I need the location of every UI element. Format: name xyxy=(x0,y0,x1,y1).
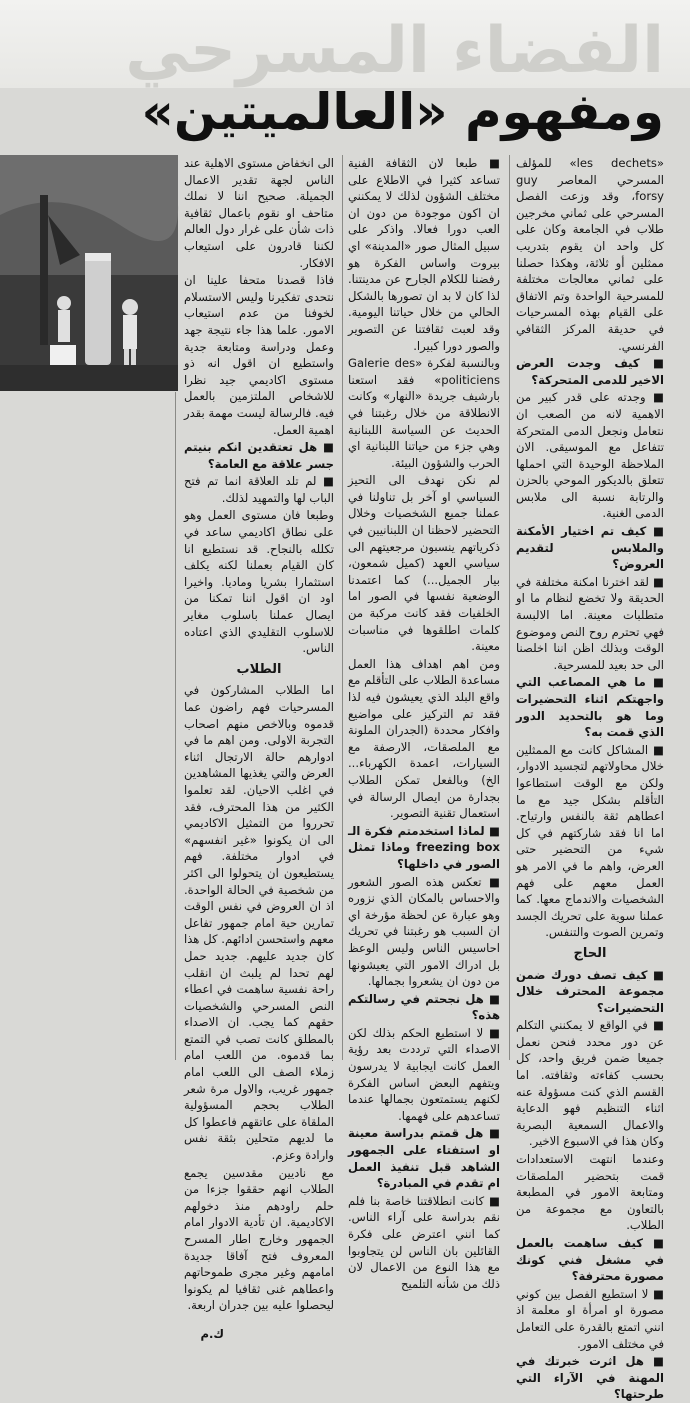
paragraph: ■ وجدته على قدر كبير من الاهمية لانه من الصعب ان نتعامل ونجعل الدمى المتحركة تتفاعل مع الموسيقى. الان الملاحظة الوحيدة التي احملها تتعلق بالديكور الموحي بالحزن والرتابة نسبة الى ملابس الدمى الغنية. xyxy=(516,390,664,521)
interview-question: ■ هل نجحتم في رسالتكم هذه؟ xyxy=(348,991,500,1023)
paragraph: ■ لا استطيع الحكم بذلك لكن الاصداء التي ترددت بعد رؤية العمل كانت ايجابية لا يدرسون ويتفهم البعض اساس الفكرة لكنهم يستمتعون بجمالها عندما تساعدهم على فهمها. xyxy=(348,1025,500,1123)
interview-question: ■ كيف تصف دورك ضمن مجموعة المحترف خلال التحضيرات؟ xyxy=(516,967,664,1015)
paragraph: مع ناديين مقدسين يجمع الطلاب انهم حققوا جزءا من حلم راودهم منذ دخولهم الاكاديمية. ان تأدية الادوار امام الجمهور وخارج اطار المسرح المعروف فتح آفاقا جديدة امامهم وغير مجرى طموحاتهم واعطاهم غنى ثقافيا لم يكونوا ليحصلوا عليه بين جدران اربعة. xyxy=(184,1165,334,1313)
article-column-4 xyxy=(0,392,172,1058)
article-headline: ومفهوم «العالميتين» xyxy=(141,83,664,141)
paragraph: فاذا قصدنا متحفا علينا ان نتحدى تفكيرنا وليس الاستسلام لخوفنا من عدم استيعاب الامور. علما هذا جاء نتيجة جهد وعمل ودراسة ومتابعة جدية واستطيع ان اقول انه ذو مستوى اكاديمي جيد نظرا للاشخاص الملتزمين بالعمل فيه. فالرسالة ليست مهمة بقدر اهمية العمل. xyxy=(184,273,334,437)
section-heading: الحاج xyxy=(573,945,607,961)
author-signature: ك.م xyxy=(200,1326,224,1341)
paragraph: ■ لم تلد العلاقة انما تم فتح الباب لها والتمهيد لذلك. xyxy=(184,474,334,505)
paragraph: وعندما انتهت الاستعدادات قمت بتحضير الملصقات ومتابعة الامور في المطبعة بالتعاون مع مجموعة من الطلاب. xyxy=(516,1152,664,1233)
paragraph: اما الطلاب المشاركون في المسرحيات فهم راضون عما قدموه وبالاخص منهم اصحاب التجربة الاولى. ومن اهم ما في ادوارهم حالة الارتجال اثناء العرض والتي يغذيها المشاهدين في اغلب الاحيان. لقد تعلموا الكثير من هذا المحترف، فقد تحرروا من التمثيل الاكاديمي الى ان يكونوا «غير انفسهم» في ادوار مختلفة. فهم يستطيعون ان يتحولوا الى اكثر من شخصية في الحالة الواحدة. اذ ان العروض في نفس الوقت تمارين حية امام جمهور تفاعل معهم واستحسن ادائهم. كل هذا كان جديد عليهم. جديد حمل لهم تحدا لم يلبث ان انقلب راحة نفسية ساهمت في اعطاء النص المسرحي والشخصيات حقهم كما يجب. ان الاصداء بالمطلق كانت تصب في التمتع بما قدموه. من اللعب امام زملاء الصف الى اللعب امام جمهور غريب، والاول مرة شعر الطلاب بحجم المسؤولية الملقاة على عاتقهم فاعطوا كل ما لديهم متحلين بثقة نفس وارادة وعزم. xyxy=(184,683,334,1163)
article-column-1 xyxy=(516,155,665,1402)
paragraph: ■ المشاكل كانت مع الممثلين خلال محاولاتهم لتجسيد الادوار، ولكن مع الوقت استطاعوا التأقلم بشكل جيد مع ما اعطاهم ثقة بالنفس وارتياح. اما انا فقد شاركتهم في كل شيء من التحضير حتى العرض، واهم ما في الامر هو العمل معهم على فهم الشخصيات والاندماج معها. كما عملنا سوية على تحريك الجسد وتمرين الصوت والتنفس. xyxy=(516,742,664,940)
paragraph: وبالنسبة لفكرة «Galerie des politiciens» فقد استعنا بارشيف جريدة «النهار» وكانت الانطلاقة من خلال رغبتنا في الحديث عن السياسة اللبنانية وهي جزء من حياتنا اللبنانية اي الحرب والشؤون البيئة. xyxy=(348,356,500,470)
interview-question: ■ ما هي المصاعب التي واجهتكم اثناء التحضيرات وما هو بالتحديد الدور الذي قمت به؟ xyxy=(516,675,664,740)
paragraph: ■ في الواقع لا يمكنني التكلم عن دور محدد فنحن نعمل جميعا ضمن فريق واحد، كل بحسب كفاءته وثقافته. اما القسم الذي كنت مسؤولة عنه اثناء التنظيم فهو الدعاية والاعمال السمعية البصرية وكان هذا في الاسبوع الاخير. xyxy=(516,1018,664,1149)
interview-question: ■ هل تعتقدين انكم بنيتم جسر علاقة مع العامة؟ xyxy=(184,440,334,471)
article-column-3 xyxy=(184,155,334,1341)
interview-question: ■ لماذا استخدمتم فكرة الـ freezing box وماذا تمثل الصور في داخلها؟ xyxy=(348,823,500,871)
section-heading: الطلاب xyxy=(236,661,282,677)
article-column-2 xyxy=(348,155,500,1291)
interview-question: ■ كيف ساهمت بالعمل في مشغل فني كونك مصورة محترفة؟ xyxy=(516,1236,664,1284)
page-header-band xyxy=(0,0,690,88)
paragraph: ■ كانت انطلاقتنا خاصة بنا فلم نقم بدراسة على آراء الناس. كما انني اعترض على فكرة القائلين بان الناس لن يتجاوبوا مع هذا النوع من الاعمال لان ذلك من شأنه التلميح xyxy=(348,1193,500,1291)
paragraph: «les dechets» للمؤلف المسرحي المعاصر guy forsy، وقد وزعت الفصل المسرحي على ثماني مخرجين طلاب في الجامعة وكان على كل واحد ان يقوم بتدريب ممثلين أو ثلاثة، وهكذا حصلنا على ثماني معالجات مختلفة للمسرحية الواحدة وتم الاتفاق على القيام بهذه المسرحيات في حديقة المركز الثقافي الفرنسي. xyxy=(516,156,665,353)
stage-performers-photo xyxy=(0,155,178,391)
paragraph: ■ طبعا لان الثقافة الفنية تساعد كثيرا في الاطلاع على مختلف الشؤون لذلك لا يمكنني ان اكون موجودة من دون ان العب دورا فعالا. واذكر على سبيل المثال صور «المدينة» اي بيروت واساس الفكرة هو رفضنا للكلام الجارح عن مدينتنا. لذا كان لا بد ان تصورها بالشكل الحالي من خلال حياتنا اليومية. وقد لعبت ثقافتنا عن التصوير والصور دورا كبيرا. xyxy=(348,156,500,353)
interview-question: ■ هل قمتم بدراسة معينة او استفتاء على الجمهور الشاهد قبل تنفيذ العمل ام تقدم في المبادرة؟ xyxy=(348,1126,500,1191)
interview-question: ■ كيف تم اختيار الأمكنة والملابس لتقديم العروض؟ xyxy=(516,524,664,572)
background-heading: الفضاء المسرحي xyxy=(125,14,664,88)
interview-question: ■ كيف وجدت العرض الاخير للدمى المتحركة؟ xyxy=(516,356,664,387)
paragraph: ■ لقد اخترنا امكنة مختلفة في الحديقة ولا تخضع لنظام ما او متطلبات معينة. اما الالبسة فهي تحترم روح النص وموضوع الوقت وبذلك اظن اننا اخلصنا الى حد بعيد للمسرحية. xyxy=(516,574,664,672)
paragraph: ومن اهم اهداف هذا العمل مساعدة الطلاب على التأقلم مع واقع البلد الذي يعيشون فيه لذا فقد تم التركيز على مواضيع وافكار محددة (الجدران الملونة مع الملصقات، الارصفة مع السيارات، اعمدة الكهرباء... الخ) وبالفعل تمكن الطلاب بجدارة من ايصال الرسالة في استعمال تقنية التصوير. xyxy=(348,656,500,821)
paragraph: الى انخفاض مستوى الاهلية عند الناس لجهة تقدير الاعمال الجميلة. صحيح اننا لا نملك متاحف او نقوم باعمال ثقافية ذات شأن على غرار دول العالم لكننا قادرون على استيعاب الافكار. xyxy=(184,156,334,270)
paragraph: لم نكن نهدف الى التحيز السياسي او آخر بل تناولنا في عملنا جميع الشخصيات وخلال التحضير لاحظنا ان اللبنانيين في ذكرياتهم ينسبون مرجعيتهم الى سياسي العهد (كميل شمعون، بيار الجميل...) كما اعتمدنا الوضعية نفسها في الصور اما الخلفيات فقد كانت مركبة من كلمات اطلقوها في مناسبات معينة. xyxy=(348,473,500,654)
paragraph: وطبعا فان مستوى العمل وهو على نطاق اكاديمي ساعد في تكلله بالنجاح. قد نستطيع انا كان القيام بعملنا لكنه يكلف استثمارا بشريا وماديا. واخيرا اود ان اقول اننا تمكنا من ايصال عملنا باسلوب مغاير للاسلوب التقليدي الذي اعتاده الناس. xyxy=(184,508,334,656)
interview-question: ■ هل اثرت خبرتك في المهنة في الآراء التي طرحتها؟ xyxy=(516,1354,664,1402)
paragraph: ■ تعكس هذه الصور الشعور والاحساس بالمكان الذي نزوره وهو عبارة عن لحظة مؤرخة اي ان السبب هو رغبتنا في تحريك احاسيس الناس وليس الوعظ بل ادراك الامور التي يعيشونها من دون ان يشعروا بجمالها. xyxy=(348,874,500,989)
paragraph: ■ لا استطيع الفصل بين كوني مصورة او امرأة او معلمة اذ انني اتمتع بالقدرة على التعامل في مختلف الامور. xyxy=(516,1286,664,1351)
